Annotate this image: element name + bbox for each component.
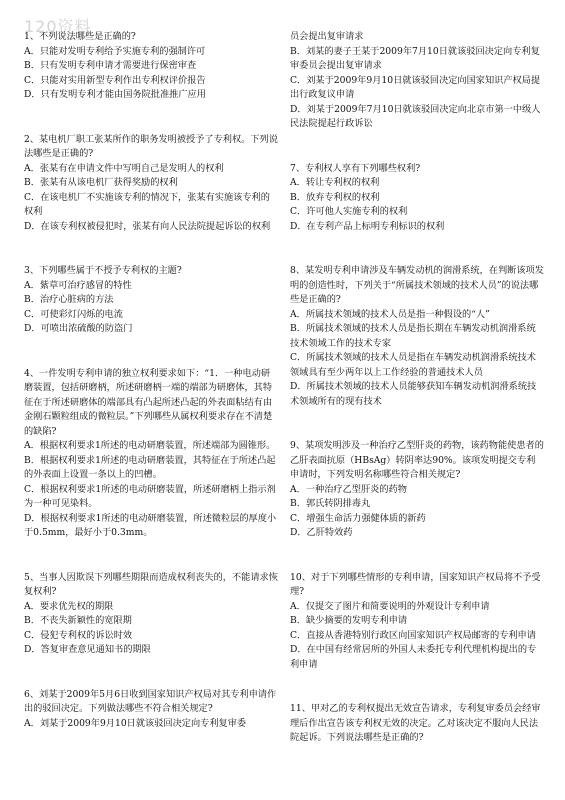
- option-a: A．刘某于2009年9月10日就该驳回决定向专利复审委: [24, 717, 247, 729]
- question-stem: 3、下列哪些属于不授予专利权的主题?: [24, 265, 182, 276]
- question-8: [290, 264, 544, 409]
- option-c: C．可使彩灯闪烁的电流: [24, 308, 123, 320]
- option-b: B．刘某的妻子王某于2009年7月10日就该驳回决定向专利复审委员会提出复审请求: [290, 45, 540, 71]
- option-d: D．根据权利要求1所述的电动研磨装置，所述微粒层的厚度小于0.5mm，最好小于0.3mm。: [24, 512, 277, 538]
- question-stem: 7、专利权人享有下列哪些权利?: [290, 162, 421, 174]
- question-11: [290, 702, 544, 746]
- option-a: A．要求优先权的期限: [24, 600, 114, 612]
- option-d: D．只有发明专利才能由国务院批准推广应用: [24, 89, 206, 100]
- left-column: [24, 30, 278, 731]
- option-a: A．只能对发明专利给予实施专利的强制许可: [24, 45, 206, 57]
- option-c: C．根据权利要求1所述的电动研磨装置，所述研磨柄上指示剂为一种可见染料。: [24, 483, 276, 509]
- option-b: B．郭氏转阴排毒丸: [290, 498, 371, 509]
- question-stem: 2、某电机厂职工张某所作的职务发明被授予了专利权。下列说法哪些是正确的?: [24, 133, 278, 159]
- question-7: [290, 162, 544, 235]
- option-c: C．所属技术领域的技术人员是指在车辆发动机润滑系统技术领域具有至少两年以上工作经验的普通技术人员: [290, 352, 536, 378]
- question-stem: 6、刘某于2009年5月6日收到国家知识产权局对其专利申请作出的驳回决定。下列做法哪些不符合相关规定?: [24, 688, 277, 714]
- option-c: C．侵犯专利权的诉讼时效: [24, 629, 133, 641]
- option-d: D．所属技术领域的技术人员能够获知车辆发动机润滑系统技术领域所有的现有技术: [290, 381, 537, 407]
- option-b: B．张某有从该电机厂获得奖励的权利: [24, 177, 178, 188]
- option-b: B．不丧失新颖性的宽限期: [24, 615, 132, 626]
- option-d: D．在该专利权被侵犯时，张某有向人民法院提起诉讼的权利: [24, 220, 271, 232]
- option-b: B．放弃专利权的权利: [290, 191, 380, 203]
- question-stem: 9、某项发明涉及一种治疗乙型肝炎的药物，该药物能使患者的乙肝表面抗原（HBsAg）转阴率达90%。该项发明提交专利申请时，下列发明名称哪些符合相关规定?: [290, 440, 544, 480]
- option-a: A．根据权利要求1所述的电动研磨装置，所述端部为圆锥形。: [24, 440, 276, 451]
- option-a: A．紫草可治疗感冒的特性: [24, 279, 132, 291]
- right-column: [290, 30, 544, 746]
- option-c: C．许可他人实施专利的权利: [290, 206, 408, 217]
- option-d: D．在专利产品上标明专利标识的权利: [290, 220, 445, 232]
- question-4: [24, 367, 278, 541]
- question-stem: 5、当事人因欺误下列哪些期限而造成权利丧失的，不能请求恢复权利?: [24, 571, 278, 597]
- option-d: D．在中国有经常居所的外国人未委托专利代理机构提出的专利申请: [290, 644, 537, 670]
- watermark-logo: 120资料: [24, 17, 92, 36]
- question-9: [290, 439, 544, 541]
- option-d: D．刘某于2009年7月10日就该驳回决定向北京市第一中级人民法院提起行政诉讼: [290, 103, 541, 129]
- option-b: B．只有发明专利申请才需要进行保密审查: [24, 60, 197, 71]
- question-2: [24, 133, 278, 235]
- question-6-continued: [290, 30, 544, 132]
- option-a: A．张某有在申请文件中写明自己是发明人的权利: [24, 162, 224, 174]
- option-a: A．一种治疗乙型肝炎的药物: [290, 483, 407, 495]
- option-d: D．乙肝特效药: [290, 527, 353, 538]
- question-stem: 1、不列说法哪些是正确的?: [24, 31, 136, 42]
- option-b: B．缺少摘要的发明专利申请: [290, 615, 408, 626]
- option-c: C．直接从香港特别行政区向国家知识产权局邮寄的专利申请: [290, 629, 536, 641]
- question-stem: 8、某发明专利申请涉及车辆发动机的润滑系统，在判断该项发明的创造性时，下列关于“所属技术领域的技术人员”的说法哪些是正确的?: [290, 265, 544, 305]
- option-b: B．根据权利要求1所述的电动研磨装置，其特征在于所述凸起的外表面上设置一条以上的凹槽。: [24, 454, 276, 480]
- question-stem: 10、对于下列哪些情形的专利申请，国家知识产权局将不予受理?: [290, 571, 541, 597]
- option-c: C．在该电机厂不实施该专利的情况下，张某有实施该专利的权利: [24, 191, 270, 217]
- option-d: D．答复审查意见通知书的期限: [24, 644, 151, 655]
- option-c: C．刘某于2009年9月10日就该驳回决定向国家知识产权局提出行政复议申请: [290, 74, 541, 100]
- option-a: A．转让专利权的权利: [290, 177, 380, 188]
- question-6: [24, 688, 278, 732]
- option-a: A．仅提交了图片和简要说明的外观设计专利申请: [290, 600, 490, 612]
- option-b: B．治疗心脏病的方法: [24, 294, 114, 305]
- question-5: [24, 571, 278, 658]
- question-1: [24, 30, 278, 103]
- question-10: [290, 571, 544, 673]
- question-3: [24, 264, 278, 337]
- option-c: C．增强生命活力强健体质的新药: [290, 512, 426, 524]
- option-a-continued: 员会提出复审请求: [290, 31, 364, 42]
- question-stem: 11、甲对乙的专利权提出无效宣告请求，专利复审委员会经审理后作出宣告该专利权无效的决定。乙对该决定不服向人民法院起诉。下列说法哪些是正确的?: [290, 703, 541, 743]
- option-c: C．只能对实用新型专利作出专利权评价报告: [24, 74, 206, 86]
- option-d: D．可喷出浓硫酸的防盗门: [24, 323, 133, 334]
- question-stem: 4、一件发明专利申请的独立权利要求如下：“1．一种电动研磨装置，包括研磨柄，所述研磨柄一端的端部为研磨体，其特征在于所述研磨体的端部具有凸起所述凸起的外表面粘结有由金刚石颗粒组成的微粒层。”下列哪些从属权利要求存在不清楚的缺陷?: [24, 367, 273, 437]
- option-a: A．所属技术领域的技术人员是指一种假设的“人”: [290, 308, 490, 320]
- option-b: B．所属技术领域的技术人员是指长期在车辆发动机润滑系统技术领域工作的技术专家: [290, 323, 536, 349]
